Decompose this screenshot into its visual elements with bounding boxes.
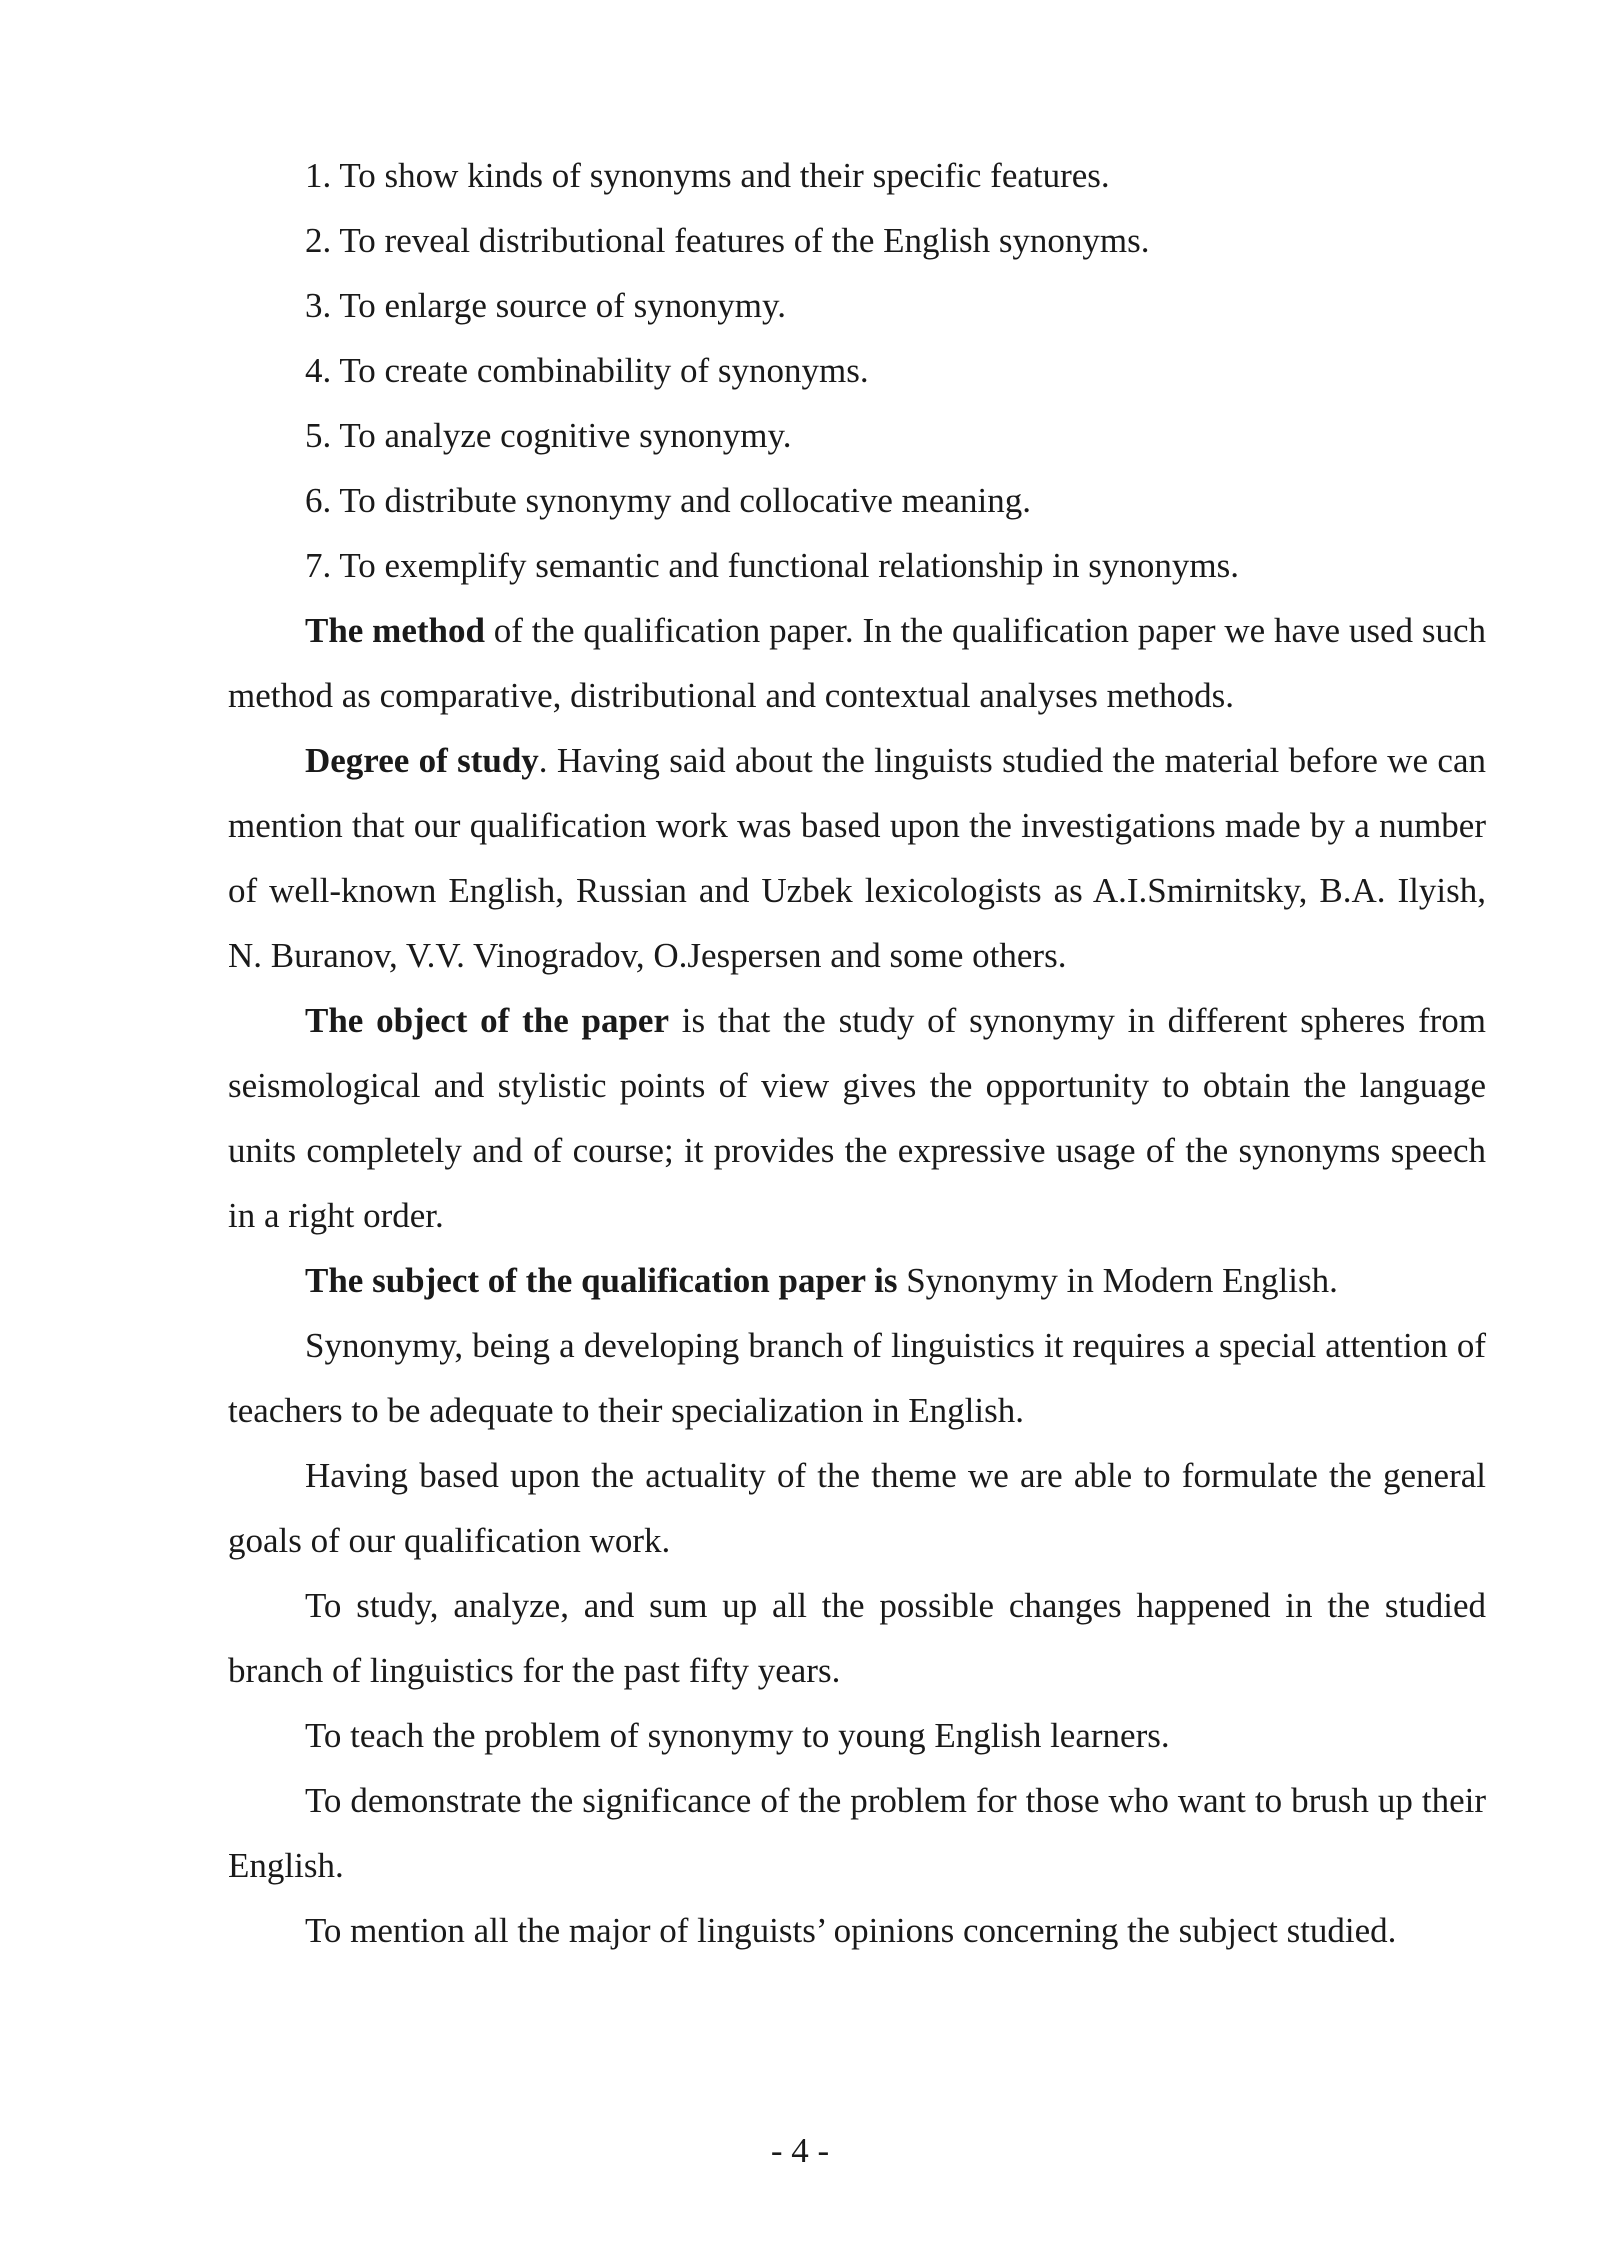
study-goal-paragraph: To study, analyze, and sum up all the possible changes happened in the studied branch of linguistics for the past fifty years. [228, 1586, 1486, 1690]
synonymy-paragraph: Synonymy, being a developing branch of linguistics it requires a special attention of teachers to be adequate to their specialization in English. [228, 1326, 1486, 1430]
body-text [228, 143, 1486, 1963]
teach-goal-paragraph: To teach the problem of synonymy to young English learners. [305, 1716, 1170, 1755]
goal-item-2: 2. To reveal distributional features of the English synonyms. [305, 221, 1150, 260]
object-paragraph [228, 988, 1486, 1248]
method-text: of the qualification paper. In the qualification paper we have used such method as comparative, distributional and contextual analyses methods. [228, 611, 1487, 715]
method-heading: The method [305, 611, 485, 650]
mention-goal-paragraph: To mention all the major of linguists’ opinions concerning the subject studied. [305, 1911, 1397, 1950]
actuality-paragraph: Having based upon the actuality of the theme we are able to formulate the general goals of our qualification work. [228, 1456, 1486, 1560]
goal-item-4: 4. To create combinability of synonyms. [305, 351, 869, 390]
goal-item-5: 5. To analyze cognitive synonymy. [305, 416, 792, 455]
object-heading: The object of the paper [305, 1001, 669, 1040]
goal-item-1: 1. To show kinds of synonyms and their specific features. [305, 156, 1110, 195]
goal-item-6: 6. To distribute synonymy and collocative meaning. [305, 481, 1031, 520]
object-text: is that the study of synonymy in different spheres from seismological and stylistic points of view gives the opportunity to obtain the language units completely and of course; it provides the expressive usage of the synonyms speech in a right order. [228, 1001, 1486, 1235]
degree-heading: Degree of study [305, 741, 539, 780]
subject-paragraph [228, 1248, 1486, 1313]
degree-text: . Having said about the linguists studied the material before we can mention that our qualification work was based upon the investigations made by a number of well-known English, Russian and Uzbek lexicologists as A.I.Smirnitsky, B.A. Ilyish, N. Buranov, V.V. Vinogradov, O.Jespersen and some others. [228, 741, 1486, 975]
degree-paragraph [228, 728, 1486, 988]
subject-text: Synonymy in Modern English. [897, 1261, 1338, 1300]
page-number: - 4 - [770, 2131, 830, 2170]
method-paragraph [228, 598, 1486, 728]
goal-item-3: 3. To enlarge source of synonymy. [305, 286, 786, 325]
subject-heading: The subject of the qualification paper is [305, 1261, 898, 1300]
goal-item-7: 7. To exemplify semantic and functional relationship in synonyms. [305, 546, 1239, 585]
demonstrate-goal-paragraph: To demonstrate the significance of the problem for those who want to brush up their English. [228, 1781, 1486, 1885]
